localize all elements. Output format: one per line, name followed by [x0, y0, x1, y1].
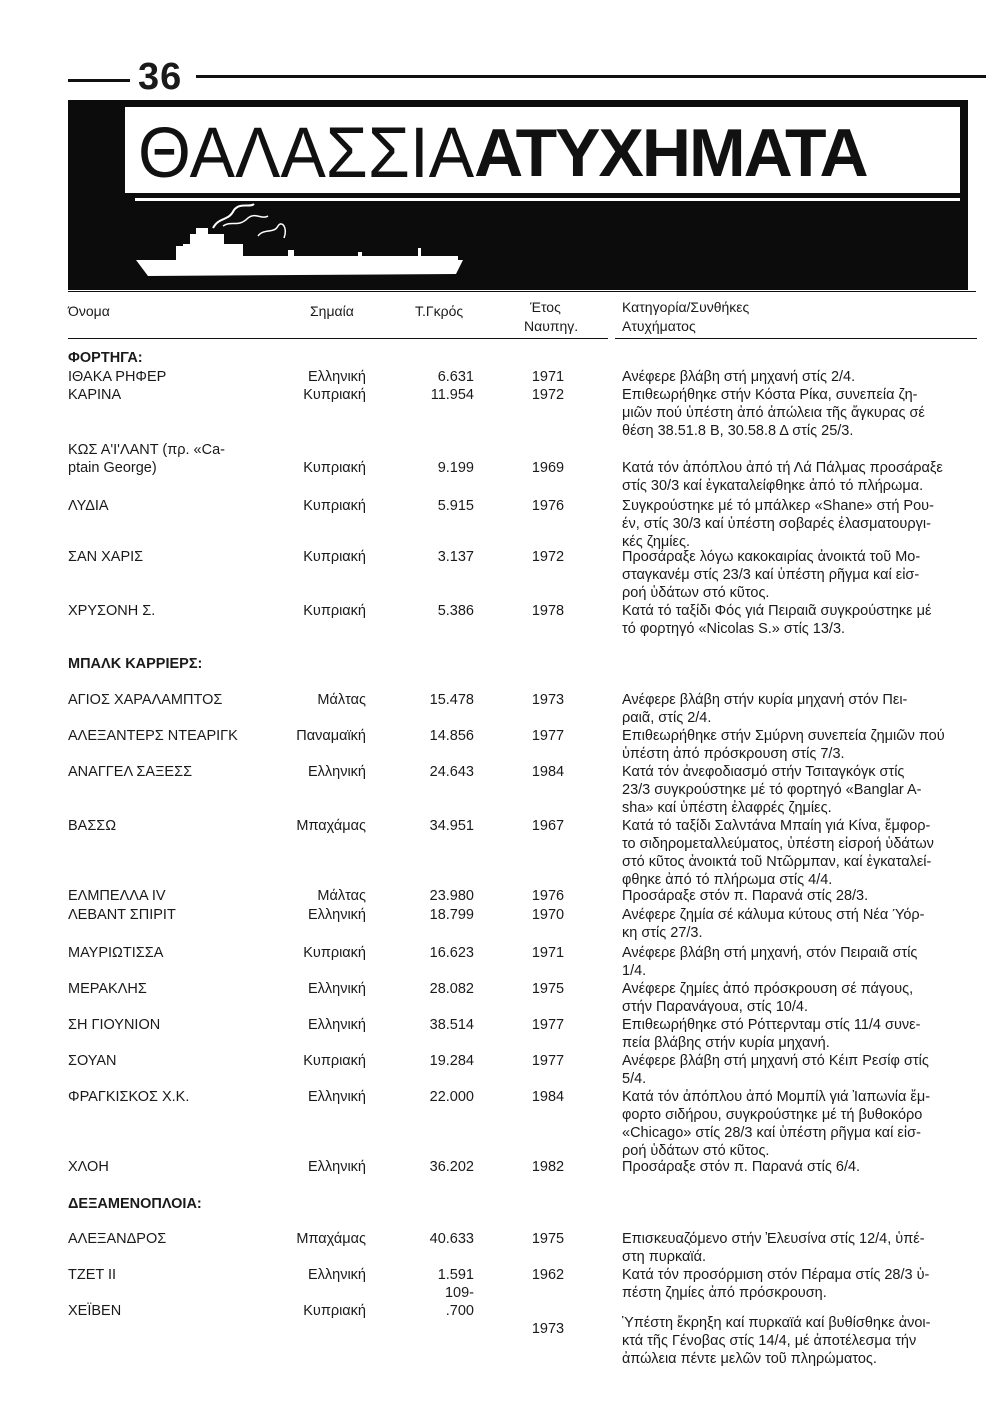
- accident-description-line: κές ζημίες.: [622, 534, 690, 550]
- vessel-name: ΧΡΥΣΟΝΗ Σ.: [68, 603, 156, 619]
- vessel-build-year: 1977: [531, 1017, 565, 1033]
- page-title-bold: ΑΤΥΧΗΜΑΤΑ: [474, 115, 867, 191]
- accident-description-line: στη πυρκαϊά.: [622, 1249, 707, 1265]
- vessel-flag: Παναμαϊκή: [296, 728, 366, 744]
- vessel-name: ΕΛΜΠΕΛΛΑ IV: [68, 888, 166, 904]
- vessel-name: ΤΖΕΤ ΙΙ: [68, 1267, 117, 1283]
- accident-description-line: Επιθεωρήθηκε στήν Κόστα Ρίκα, συνεπεία ζη-: [622, 387, 918, 403]
- vessel-flag: Μπαχάμας: [296, 1231, 366, 1247]
- vessel-name: ΜΕΡΑΚΛΗΣ: [68, 981, 147, 997]
- vessel-name: ΧΕΪΒΕΝ: [68, 1303, 122, 1319]
- vessel-build-year: 1976: [531, 888, 565, 904]
- vessel-tonnage: 18.799: [429, 907, 474, 923]
- vessel-tonnage: 34.951: [429, 818, 474, 834]
- accident-description-line: Ανέφερε βλάβη στή μηχανή, στόν Πειραιᾶ στίς: [622, 945, 918, 961]
- vessel-build-year: 1978: [531, 603, 565, 619]
- vessel-tonnage: 22.000: [429, 1089, 474, 1105]
- vessel-tonnage: 14.856: [429, 728, 474, 744]
- accident-description-line: φθηκε ἀπό τό πλήρωμα στίς 4/4.: [622, 872, 833, 888]
- accident-description-line: Ανέφερε βλάβη στή μηχανή στίς 2/4.: [622, 369, 856, 385]
- vessel-tonnage: 15.478: [429, 692, 474, 708]
- accident-description-line: Προσάραξε στόν π. Παρανά στίς 6/4.: [622, 1159, 861, 1175]
- header-rule-top: [68, 291, 976, 292]
- vessel-build-year: 1970: [531, 907, 565, 923]
- accident-description-line: ροή ὑδάτων στό κῦτος.: [622, 585, 770, 601]
- vessel-tonnage: 9.199: [437, 460, 474, 476]
- vessel-flag: Κυπριακή: [303, 945, 366, 961]
- accident-description-line: Επιθεωρήθηκε στό Ρόττερνταμ στίς 11/4 συνε-: [622, 1017, 921, 1033]
- column-header-category-1: Κατηγορία/Συνθήκες: [622, 299, 750, 315]
- page-number-rule-right: [196, 75, 986, 78]
- vessel-flag: Ελληνική: [307, 764, 366, 780]
- accident-description-line: πέστη ζημίες ἀπό πρόσκρουση.: [622, 1285, 827, 1301]
- ship-illustration-icon: [128, 202, 473, 282]
- section-heading: ΦΟΡΤΗΓΑ:: [68, 350, 143, 366]
- vessel-build-year: 1973: [531, 1321, 565, 1337]
- vessel-name: ΒΑΣΣΩ: [68, 818, 117, 834]
- vessel-name: ΛΕΒΑΝΤ ΣΠΙΡΙΤ: [68, 907, 176, 923]
- accident-description-line: Κατά τό ταξίδι Φός γιά Πειραιᾶ συγκρούστηκε μέ: [622, 603, 932, 619]
- accident-description-line: Προσάραξε λόγω κακοκαιρίας ἀνοικτά τοῦ Μο-: [622, 549, 921, 565]
- accident-description-line: Ανέφερε ζημία σέ κάλυμα κύτους στή Νέα Ύόρ-: [622, 907, 925, 923]
- accident-description-line: Ὑπέστη ἔκρηξη καί πυρκαϊά καί βυθίσθηκε ἀνοι-: [622, 1315, 931, 1331]
- section-heading: ΔΕΞΑΜΕΝΟΠΛΟΙΑ:: [68, 1196, 202, 1212]
- vessel-flag: Μάλτας: [317, 692, 366, 708]
- vessel-build-year: 1982: [531, 1159, 565, 1175]
- vessel-tonnage: 24.643: [429, 764, 474, 780]
- vessel-flag: Κυπριακή: [303, 603, 366, 619]
- column-header-year-2: Ναυπηγ.: [524, 318, 579, 334]
- vessel-name: ΑΛΕΞΑΝΤΕΡΣ ΝΤΕΑΡΙΓΚ: [68, 728, 238, 744]
- accident-description-line: Κατά τόν προσόρμιση στόν Πέραμα στίς 28/3 ὑ-: [622, 1267, 930, 1283]
- vessel-flag: Κυπριακή: [303, 1053, 366, 1069]
- vessel-tonnage: 16.623: [429, 945, 474, 961]
- vessel-tonnage: 5.915: [437, 498, 474, 514]
- vessel-build-year: 1971: [531, 945, 565, 961]
- page-title-light: ΘΑΛΑΣΣΙΑ: [138, 113, 475, 193]
- page-number-rule-left: [68, 79, 130, 82]
- vessel-name: ΑΝΑΓΓΕΛ ΣΑΞΕΣΣ: [68, 764, 193, 780]
- accident-description-line: φορτο σιδήρου, συγκρούστηκε μέ τή βυθοκόρο: [622, 1107, 923, 1123]
- vessel-name: ΑΛΕΞΑΝΔΡΟΣ: [68, 1231, 167, 1247]
- vessel-tonnage: 40.633: [429, 1231, 474, 1247]
- vessel-flag: Κυπριακή: [303, 549, 366, 565]
- vessel-flag: Κυπριακή: [303, 498, 366, 514]
- vessel-name: ΛΥΔΙΑ: [68, 498, 109, 514]
- vessel-flag: Κυπριακή: [303, 460, 366, 476]
- accident-description-line: Επιθεωρήθηκε στήν Σμύρνη συνεπεία ζημιῶν πού: [622, 728, 945, 744]
- accident-description-line: κτά τῆς Γένοβας στίς 14/4, μέ ἀποτέλεσμα τήν: [622, 1333, 917, 1349]
- accident-description-line: Συγκρούστηκε μέ τό μπάλκερ «Shane» στή Ρου-: [622, 498, 934, 514]
- vessel-name: ΧΛΟΗ: [68, 1159, 109, 1175]
- vessel-build-year: 1971: [531, 369, 565, 385]
- vessel-flag: Ελληνική: [307, 1089, 366, 1105]
- accident-description-line: Ανέφερε ζημίες ἀπό πρόσκρουση σέ πάγους,: [622, 981, 914, 997]
- vessel-build-year: 1975: [531, 1231, 565, 1247]
- vessel-build-year: 1977: [531, 728, 565, 744]
- accident-description-line: ραιᾶ, στίς 2/4.: [622, 710, 712, 726]
- vessel-tonnage: .700: [445, 1303, 474, 1319]
- vessel-name: ΚΩΣ Α'Ι'ΛΑΝΤ (πρ. «Ca-: [68, 442, 225, 458]
- header-rule-left: [68, 338, 608, 339]
- vessel-tonnage: 23.980: [429, 888, 474, 904]
- accident-description-line: «Chicago» στίς 28/3 καί ὑπέστη ρῆγμα καί εἰσ-: [622, 1125, 921, 1141]
- column-header-tonnage: Τ.Γκρός: [415, 303, 464, 319]
- column-header-flag: Σημαία: [310, 303, 354, 319]
- vessel-tonnage: 38.514: [429, 1017, 474, 1033]
- accident-description-line: 5/4.: [622, 1071, 647, 1087]
- vessel-build-year: 1976: [531, 498, 565, 514]
- accident-description-line: έν, στίς 30/3 καί ὑπέστη σοβαρές ἐλασματουργι-: [622, 516, 931, 532]
- accident-description-line: θέση 38.51.8 Β, 30.58.8 Δ στίς 25/3.: [622, 423, 854, 439]
- vessel-tonnage: 6.631: [437, 369, 474, 385]
- accident-description-line: το σιδηρομεταλλεύματος, ὑπέστη εἰσροή ὑδάτων: [622, 836, 934, 852]
- section-heading: ΜΠΑΛΚ ΚΑΡΡΙΕΡΣ:: [68, 656, 203, 672]
- accident-description-line: Κατά τόν ἀπόπλου ἀπό τή Λά Πάλμας προσάραξε: [622, 460, 943, 476]
- page-number: 36: [138, 56, 183, 98]
- accident-description-line: στό κῦτος ἀνοικτά τοῦ Ντῶρμπαν, καί ἐγκαταλεί-: [622, 854, 932, 870]
- vessel-build-year: 1975: [531, 981, 565, 997]
- vessel-name: ΣΟΥΑΝ: [68, 1053, 117, 1069]
- accident-description-line: Ανέφερε βλάβη στήν κυρία μηχανή στόν Πει-: [622, 692, 908, 708]
- vessel-flag: Κυπριακή: [303, 1303, 366, 1319]
- accident-description-line: Κατά τό ταξίδι Σαλντάνα Μπαίη γιά Κίνα, ἔμφορ-: [622, 818, 931, 834]
- vessel-flag: Κυπριακή: [303, 387, 366, 403]
- vessel-flag: Ελληνική: [307, 369, 366, 385]
- vessel-flag: Ελληνική: [307, 1267, 366, 1283]
- vessel-name: ΣΑΝ ΧΑΡΙΣ: [68, 549, 144, 565]
- vessel-build-year: 1977: [531, 1053, 565, 1069]
- vessel-build-year: 1967: [531, 818, 565, 834]
- vessel-build-year: 1972: [531, 387, 565, 403]
- vessel-name: ΦΡΑΓΚΙΣΚΟΣ Χ.Κ.: [68, 1089, 190, 1105]
- vessel-flag: Ελληνική: [307, 1159, 366, 1175]
- accident-description-line: 1/4.: [622, 963, 647, 979]
- vessel-tonnage: 5.386: [437, 603, 474, 619]
- vessel-flag: Μπαχάμας: [296, 818, 366, 834]
- accident-description-line: κη στίς 27/3.: [622, 925, 703, 941]
- vessel-flag: Ελληνική: [307, 907, 366, 923]
- vessel-tonnage: 109-: [444, 1285, 474, 1301]
- vessel-build-year: 1972: [531, 549, 565, 565]
- column-header-name: Όνομα: [68, 303, 110, 319]
- vessel-name: ΣΗ ΓΙΟΥΝΙΟΝ: [68, 1017, 161, 1033]
- accident-description-line: ἀπώλεια πέντε μελῶν τοῦ πληρώματος.: [622, 1351, 877, 1367]
- vessel-name: ΜΑΥΡΙΩΤΙΣΣΑ: [68, 945, 164, 961]
- accident-description-line: Ανέφερε βλάβη στή μηχανή στό Κέιπ Ρεσίφ στίς: [622, 1053, 929, 1069]
- column-header-year-1: Έτος: [530, 299, 561, 315]
- vessel-tonnage: 19.284: [429, 1053, 474, 1069]
- vessel-name: ΙΘΑΚΑ ΡΗΦΕΡ: [68, 369, 167, 385]
- accident-description-line: πεία βλάβης στήν κυρία μηχανή.: [622, 1035, 830, 1051]
- accident-description-line: σταγκανέμ στίς 23/3 καί ὑπέστη ρῆγμα καί εἰσ-: [622, 567, 920, 583]
- vessel-flag: Ελληνική: [307, 1017, 366, 1033]
- vessel-flag: Ελληνική: [307, 981, 366, 997]
- accident-description-line: ὑπέστη ἀπό πρόσκρουση στίς 7/3.: [622, 746, 845, 762]
- vessel-build-year: 1984: [531, 1089, 565, 1105]
- vessel-name: ptain George): [68, 460, 157, 476]
- vessel-tonnage: 36.202: [429, 1159, 474, 1175]
- accident-description-line: Κατά τόν ἀνεφοδιασμό στήν Τσιταγκόγκ στίς: [622, 764, 905, 780]
- accident-description-line: sha» καί ὑπέστη ἐλαφρές ζημίες.: [622, 800, 832, 816]
- accident-description-line: μιῶν πού ὑπέστη ἀπό ἀπώλεια τῆς ἄγκυρας σέ: [622, 405, 925, 421]
- vessel-tonnage: 3.137: [437, 549, 474, 565]
- vessel-name: ΑΓΙΟΣ ΧΑΡΑΛΑΜΠΤΟΣ: [68, 692, 223, 708]
- vessel-build-year: 1962: [531, 1267, 565, 1283]
- header-rule-right: [615, 338, 977, 339]
- vessel-tonnage: 11.954: [430, 387, 474, 403]
- page-title: [138, 113, 867, 193]
- accident-description-line: 23/3 συγκρούστηκε μέ τό φορτηγό «Banglar A-: [622, 782, 922, 798]
- vessel-flag: Μάλτας: [317, 888, 366, 904]
- vessel-tonnage: 28.082: [429, 981, 474, 997]
- vessel-build-year: 1969: [531, 460, 565, 476]
- vessel-name: ΚΑΡΙΝΑ: [68, 387, 122, 403]
- vessel-build-year: 1973: [531, 692, 565, 708]
- accident-description-line: Κατά τόν ἀπόπλου ἀπό Μομπίλ γιά Ἰαπωνία ἔμ-: [622, 1089, 931, 1105]
- accident-description-line: ροή ὑδάτων στό κῦτος.: [622, 1143, 770, 1159]
- accident-description-line: στίς 30/3 καί ἐγκαταλείφθηκε ἀπό τό πλήρωμα.: [622, 478, 924, 494]
- column-header-category-2: Ατυχήματος: [622, 318, 696, 334]
- vessel-build-year: 1984: [531, 764, 565, 780]
- vessel-tonnage: 1.591: [437, 1267, 474, 1283]
- accident-description-line: στήν Παρανάγουα, στίς 10/4.: [622, 999, 808, 1015]
- accident-description-line: Επισκευαζόμενο στήν Ἐλευσίνα στίς 12/4, ὑπέ-: [622, 1231, 925, 1247]
- accident-description-line: Προσάραξε στόν π. Παρανά στίς 28/3.: [622, 888, 869, 904]
- accident-description-line: τό φορτηγό «Nicolas S.» στίς 13/3.: [622, 621, 846, 637]
- title-banner-stripe: [135, 198, 960, 201]
